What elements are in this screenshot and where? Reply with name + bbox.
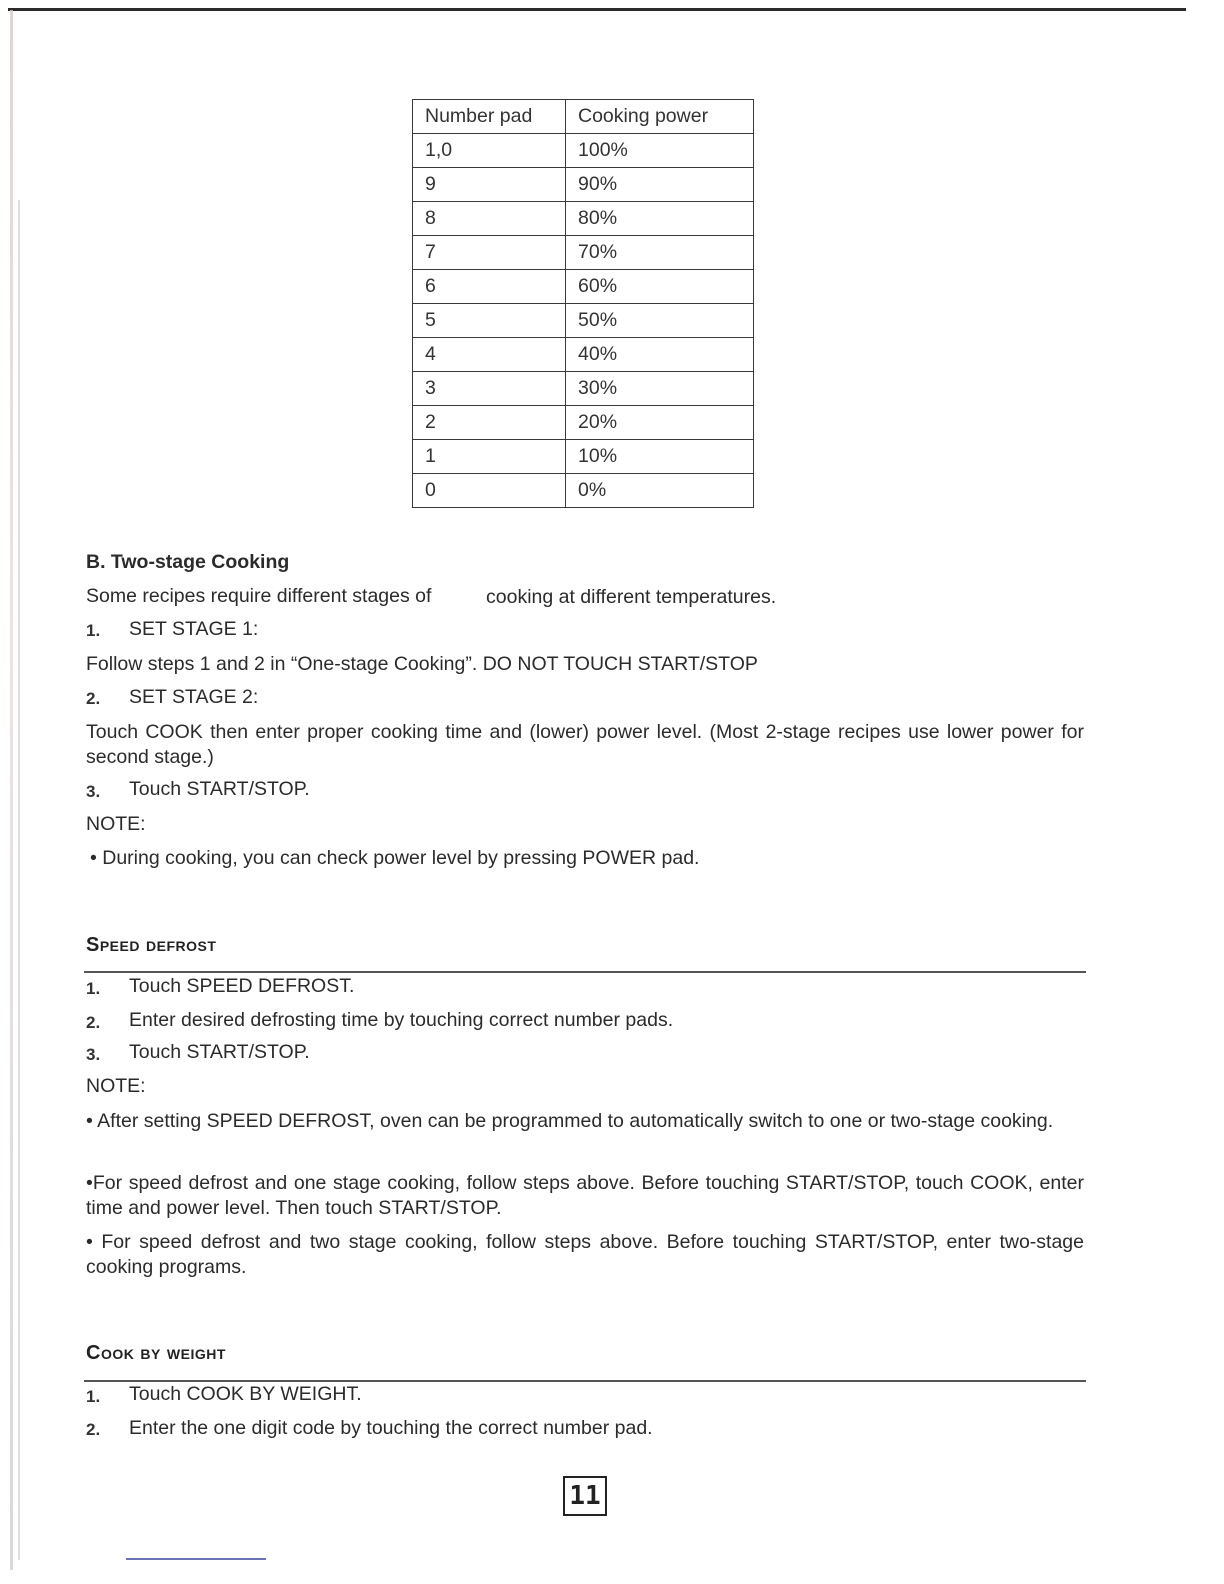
speed-defrost-step: Touch SPEED DEFROST. <box>129 975 355 997</box>
scan-left-edge <box>10 10 13 1570</box>
two-stage-intro-b: cooking at different temperatures. <box>486 586 777 608</box>
two-stage-step-1: SET STAGE 1: <box>129 618 259 640</box>
table-cell: 30% <box>566 372 754 406</box>
step-number: 3. <box>86 1045 101 1064</box>
table-row <box>413 202 754 236</box>
table-cell: 90% <box>566 168 754 202</box>
table-row <box>413 270 754 304</box>
table-cell: 1 <box>413 440 566 474</box>
two-stage-intro-a: Some recipes require different stages of <box>86 585 432 607</box>
table-cell: 40% <box>566 338 754 372</box>
two-stage-heading: B. Two-stage Cooking <box>86 551 290 573</box>
two-stage-step-2: SET STAGE 2: <box>129 686 259 708</box>
section-rule <box>84 1380 1086 1382</box>
table-row <box>413 338 754 372</box>
note-item: • During cooking, you can check power level by pressing POWER pad. <box>90 847 700 869</box>
table-row <box>413 474 754 508</box>
table-cell: 0 <box>413 474 566 508</box>
table-row <box>413 304 754 338</box>
note-label: NOTE: <box>86 1075 146 1097</box>
section-rule <box>84 971 1086 973</box>
table-header-row <box>413 100 754 134</box>
step-number: 2. <box>86 1420 101 1439</box>
two-stage-step-3: Touch START/STOP. <box>129 778 310 800</box>
note-label: NOTE: <box>86 813 146 835</box>
step-number: 1. <box>86 1387 101 1406</box>
step-number: 1. <box>86 979 101 998</box>
speed-defrost-step: Touch START/STOP. <box>129 1041 310 1063</box>
note-item: •For speed defrost and one stage cooking, follow steps above. Before touching START/STOP, touch COOK, enter time and power level. Then touch START/STOP. <box>86 1172 1084 1219</box>
table-row <box>413 236 754 270</box>
table-cell: 7 <box>413 236 566 270</box>
cook-by-weight-heading: Cook by weight <box>86 1342 226 1364</box>
table-cell: 20% <box>566 406 754 440</box>
table-cell: 8 <box>413 202 566 236</box>
top-border-rule <box>8 8 1186 11</box>
scan-bottom-mark <box>126 1558 266 1560</box>
speed-defrost-step: Enter desired defrosting time by touching correct number pads. <box>129 1009 674 1031</box>
table-cell: 5 <box>413 304 566 338</box>
table-cell: 2 <box>413 406 566 440</box>
table-cell: 60% <box>566 270 754 304</box>
note-item: • After setting SPEED DEFROST, oven can be programmed to automatically switch to one or two-stage cooking. <box>86 1110 1054 1132</box>
table-cell: 3 <box>413 372 566 406</box>
table-cell: 50% <box>566 304 754 338</box>
table-cell: 80% <box>566 202 754 236</box>
cook-by-weight-step: Enter the one digit code by touching the correct number pad. <box>129 1417 653 1439</box>
table-cell: 0% <box>566 474 754 508</box>
table-row <box>413 134 754 168</box>
table-header-cell: Cooking power <box>566 100 754 134</box>
step-number: 1. <box>86 621 101 640</box>
step-number: 2. <box>86 1013 101 1032</box>
table-row <box>413 168 754 202</box>
table-cell: 1,0 <box>413 134 566 168</box>
step-number: 3. <box>86 782 101 801</box>
step-number: 2. <box>86 689 101 708</box>
two-stage-step-2-text: Touch COOK then enter proper cooking time and (lower) power level. (Most 2-stage recipes use lower power for second stage.) <box>86 721 1084 768</box>
table-cell: 4 <box>413 338 566 372</box>
two-stage-step-1-text: Follow steps 1 and 2 in “One-stage Cooking”. DO NOT TOUCH START/STOP <box>86 653 758 675</box>
note-item: • For speed defrost and two stage cooking, follow steps above. Before touching START/STOP, enter two-stage cooking programs. <box>86 1231 1084 1278</box>
table-cell: 70% <box>566 236 754 270</box>
table-row <box>413 440 754 474</box>
table-cell: 10% <box>566 440 754 474</box>
speed-defrost-heading: Speed defrost <box>86 934 217 956</box>
table-row <box>413 406 754 440</box>
page-number: 11 <box>563 1476 607 1516</box>
cook-by-weight-step: Touch COOK BY WEIGHT. <box>129 1383 362 1405</box>
table-cell: 100% <box>566 134 754 168</box>
table-cell: 9 <box>413 168 566 202</box>
table-cell: 6 <box>413 270 566 304</box>
cooking-power-table <box>412 99 754 508</box>
table-header-cell: Number pad <box>413 100 566 134</box>
scan-left-shadow <box>18 200 20 1560</box>
table-row <box>413 372 754 406</box>
